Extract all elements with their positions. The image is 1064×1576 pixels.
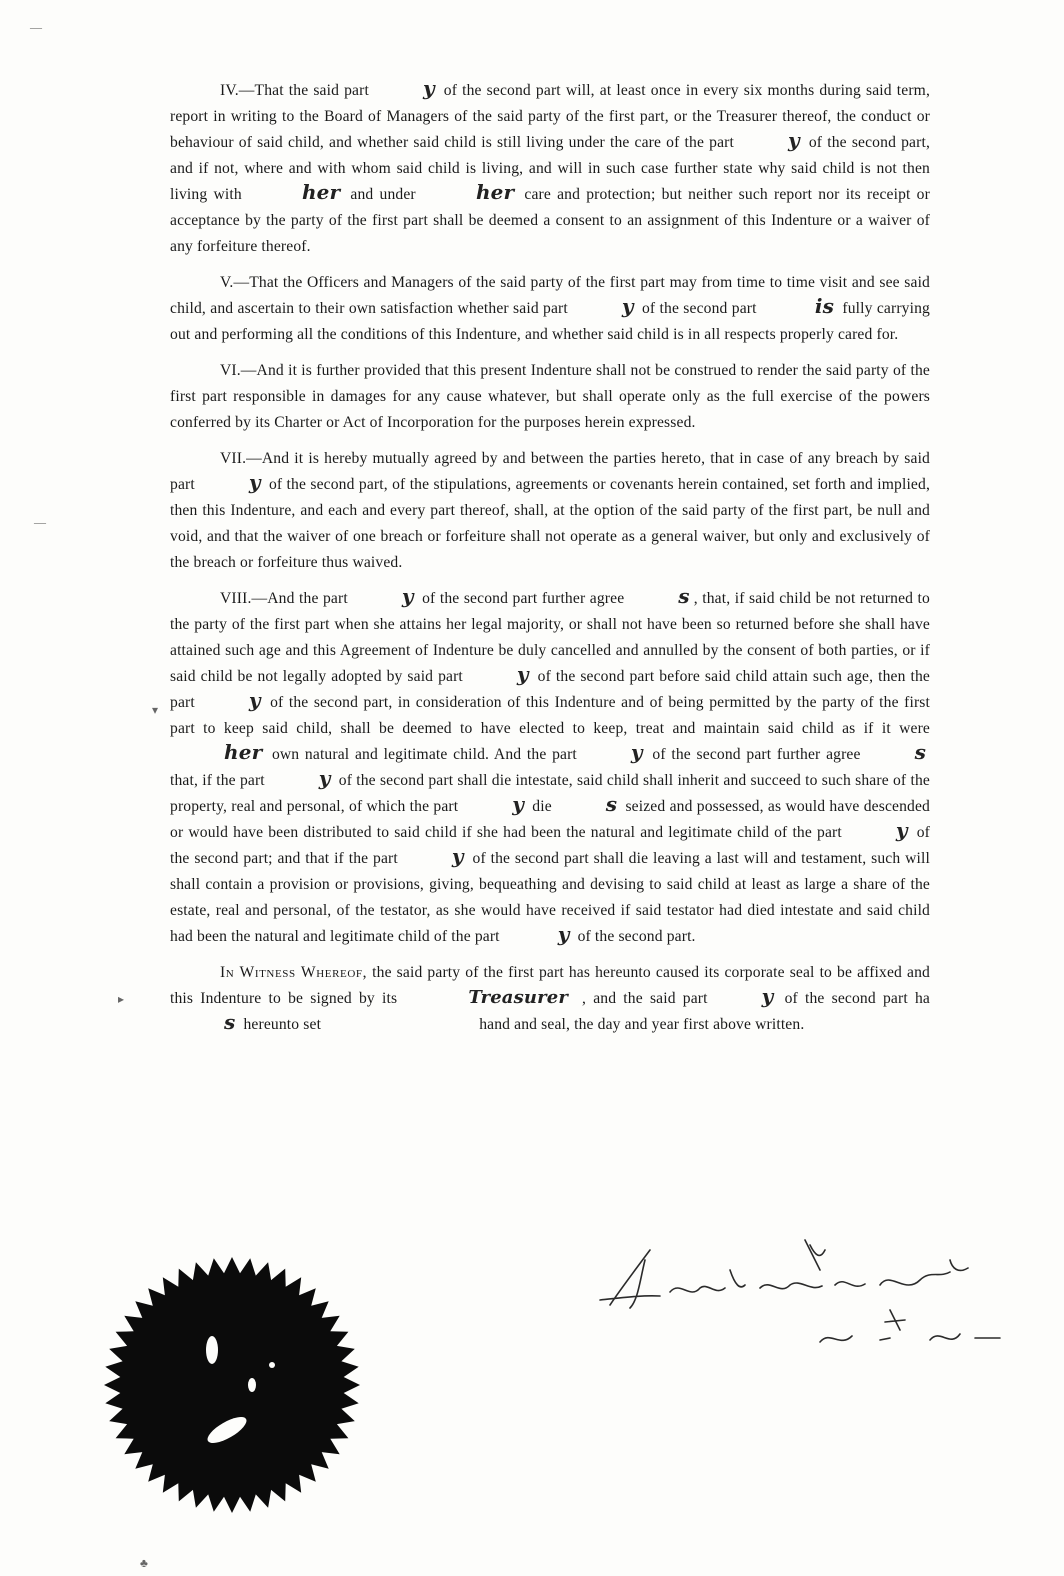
paragraph-vi: VI.—And it is further provided that this present Indenture shall not be construed to render the said party of the first part responsible in damages for any cause whatever, but shall operate only as the full exercise of the powers conferred by its Charter or Act of Incorporation for the purposes herein expressed. — [170, 362, 930, 431]
paragraph-v: V.—That the Officers and Managers of the said party of the first part may from time to time visit and see said child, and ascertain to their own satisfaction whether said part y of the second part is fully carrying out and performing all the conditions of this Indenture, and whether said child is in all respects properly cared for. — [170, 274, 930, 343]
handwritten-entry: y — [248, 688, 261, 712]
paragraph-witness: In Witness Whereof, the said party of the first part has hereunto caused its corporate seal to be affixed and this Indenture to be signed by its Treasurer , and the said part y of the second part has hereunto set hand and seal, the day and year first above written. — [170, 964, 930, 1034]
handwritten-entry: y — [516, 662, 529, 686]
handwritten-entry: s — [678, 584, 690, 608]
handwritten-entry: y — [422, 76, 435, 100]
handwritten-entry: y — [401, 584, 414, 608]
paragraph-viii: VIII.—And the part y of the second part further agree s , that, if said child be not returned to the party of the first part when she attains her legal majority, or shall not have been so returned before she shall have attained such age and this Agreement of Indenture be duly cancelled and annulled by the consent of both parties, or if said child be not legally adopted by said part y of the second part before said child attain such age, then the part y of the second part, in consideration of this Indenture and of being permitted by the party of the first part to keep said child, shall be deemed to have elected to keep, treat and maintain said child as if it were her own natural and legitimate child. And the part y of the second part further agree s that, if the part y of the second part shall die intestate, said child shall inherit and succeed to such share of the property, real and personal, of which the part y die s seized and possessed, as would have descended or would have been distributed to said child if she had been the natural and legitimate child of the part y of the second part; and that if the part y of the second part shall die leaving a last will and testament, such will shall contain a provision or provisions, giving, bequeathing and devising to said child at least as large a share of the estate, real and personal, of the testator, as she would have received if said testator had died intestate and said child had been the natural and legitimate child of the part y of the second part. — [170, 584, 930, 946]
scan-speck: — — [34, 515, 46, 529]
handwritten-entry: her — [224, 740, 263, 764]
handwritten-entry: y — [895, 818, 908, 842]
handwritten-entry: s — [224, 1010, 236, 1034]
handwritten-entry: y — [318, 766, 331, 790]
handwritten-entry: y — [248, 470, 261, 494]
handwritten-entry: y — [621, 294, 634, 318]
handwritten-entry: s — [914, 740, 926, 764]
handwritten-entry: her — [301, 180, 341, 204]
scan-speck: ♣ — [140, 1556, 148, 1570]
handwritten-entry: her — [475, 180, 515, 204]
handwritten-entry: is — [814, 294, 835, 318]
handwritten-entry: y — [557, 922, 570, 946]
handwritten-entry: y — [451, 844, 464, 868]
handwritten-entry: y — [512, 792, 525, 816]
scan-speck: ▾ — [152, 703, 159, 717]
paragraph-vii: VII.—And it is hereby mutually agreed by and between the parties hereto, that in case of any breach by said part y of the second part, of the stipulations, agreements or covenants herein contained, set forth and implied, then this Indenture, and each and every part thereof, shall, at the option of the said party of the first part, be null and void, and that the waiver of one breach or forfeiture shall not operate as a general waiver, but only and exclusively of the breach or forfeiture thus waived. — [170, 450, 930, 571]
handwritten-signature — [590, 1230, 1010, 1370]
handwritten-entry: y — [630, 740, 643, 764]
scan-speck: — — [30, 20, 42, 34]
indenture-text — [170, 78, 930, 1048]
handwritten-entry: y — [787, 128, 800, 152]
handwritten-entry: s — [605, 792, 618, 816]
corporate-seal — [102, 1255, 362, 1515]
handwritten-entry: y — [761, 984, 774, 1008]
scan-speck: ▸ — [118, 992, 125, 1006]
handwritten-title: Treasurer — [468, 987, 569, 1008]
paragraph-iv: IV.—That the said part y of the second part will, at least once in every six months during said term, report in writing to the Board of Managers of the said party of the first part, or the Treasurer thereof, the conduct or behaviour of said child, and whether said child is still living under the care of the part y of the second part, and if not, where and with whom said child is living, and will in such case further state why said child is not then living with her and under her care and protection; but neither such report nor its receipt or acceptance by the party of the first part shall be deemed a consent to an assignment of this Indenture or a waiver of any forfeiture thereof. — [170, 76, 930, 255]
